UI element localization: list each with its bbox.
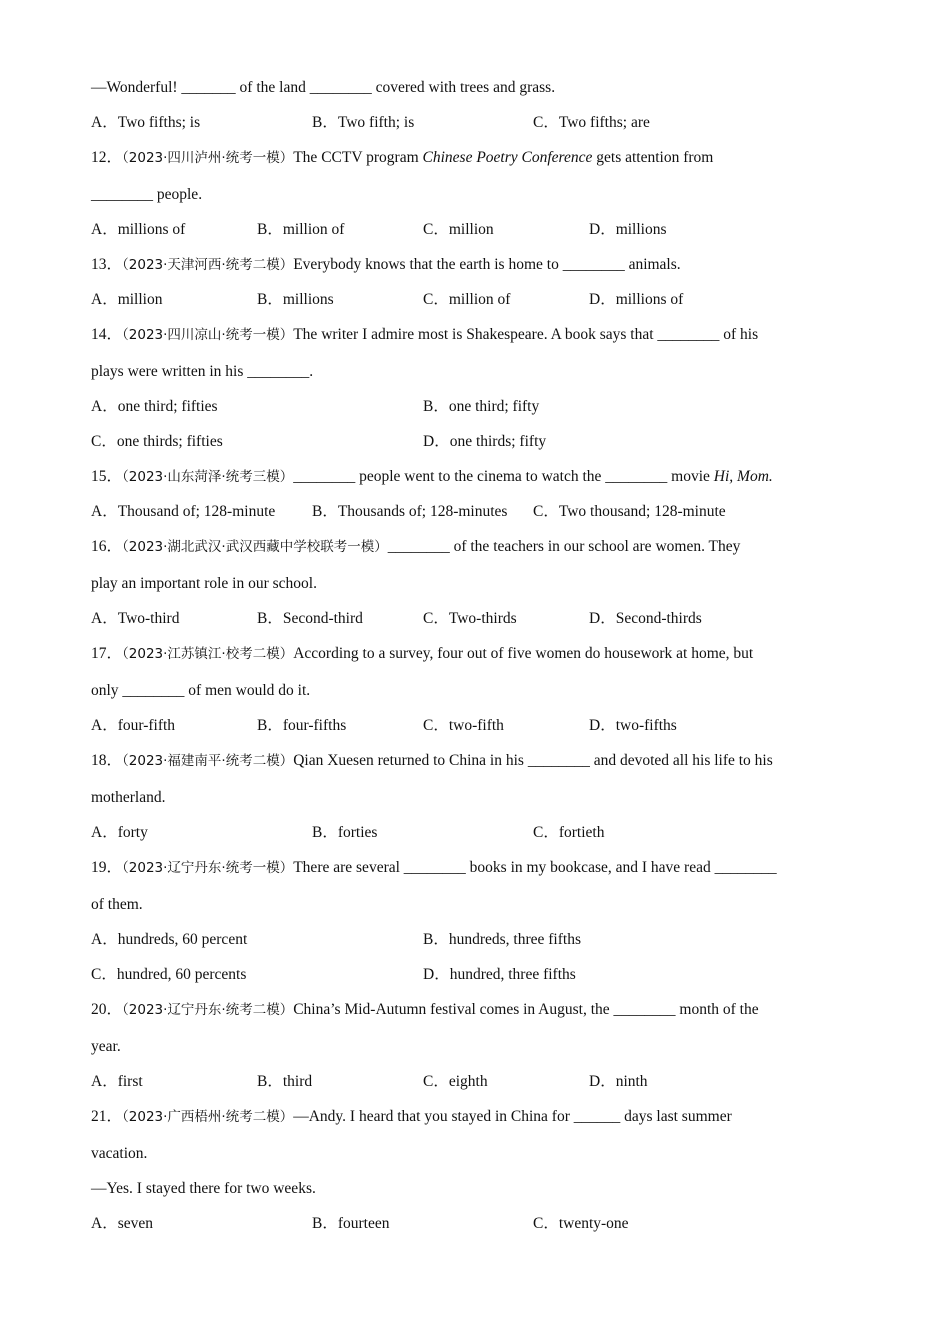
q12-option-a: A．millions of [91,221,186,238]
question-source: （2023·辽宁丹东·统考一模） [122,860,294,876]
q13-option-d: D．millions of [589,291,684,308]
q11-option-b: B．Two fifth; is [312,114,415,131]
q12-program-title: Chinese Poetry Conference [422,149,593,166]
q14-option-a: A．one third; fifties [91,398,218,415]
question-source: （2023·四川凉山·统考一模） [122,327,294,343]
question-source: （2023·天津河西·统考二模） [122,257,294,273]
question-number: 17． [91,645,123,662]
q18-stem [91,751,773,771]
q21-stem-line2: vacation. [91,1145,148,1162]
q14-option-b: B．one third; fifty [423,398,540,415]
q11-stem-line: —Wonderful! _______ of the land ________ covered with trees and grass. [91,79,556,96]
q20-option-c: C．eighth [423,1073,488,1090]
q16-option-b: B．Second-third [257,610,363,627]
q18-option-a: A．forty [91,824,148,841]
q19-option-b: B．hundreds, three fifths [423,931,581,948]
q20-option-d: D．ninth [589,1073,648,1090]
q12-option-c: C．million [423,221,494,238]
q12-option-d: D．millions [589,221,667,238]
question-number: 20． [91,1001,123,1018]
q13-option-a: A．million [91,291,163,308]
q19-option-d: D．hundred, three fifths [423,966,576,983]
q19-text: There are several ________ books in my bookcase, and I have read ________ [293,859,777,876]
q17-stem-line2: only ________ of men would do it. [91,682,311,699]
q15-option-c: C．Two thousand; 128-minute [533,503,726,520]
question-source: （2023·广西梧州·统考二模） [122,1109,294,1125]
q11-option-a: A．Two fifths; is [91,114,201,131]
q14-text: The writer I admire most is Shakespeare. A book says that ________ of his [293,326,759,343]
question-number: 18． [91,752,123,769]
q13-text: Everybody knows that the earth is home to ________ animals. [293,256,681,273]
question-number: 15． [91,468,123,485]
q15-stem [91,467,773,487]
q17-option-b: B．four-fifths [257,717,347,734]
q21-option-a: A．seven [91,1215,153,1232]
q20-text: China’s Mid-Autumn festival comes in August, the ________ month of the [293,1001,759,1018]
q17-stem [91,644,753,664]
q17-option-c: C．two-fifth [423,717,504,734]
q16-text: ________ of the teachers in our school are women. They [387,538,741,555]
q13-option-c: C．million of [423,291,511,308]
q12-stem [91,148,713,168]
q14-option-d: D．one thirds; fifty [423,433,547,450]
question-number: 16． [91,538,123,555]
q21-stem-line3: —Yes. I stayed there for two weeks. [91,1180,316,1197]
question-source: （2023·山东菏泽·统考三模） [122,469,294,485]
q17-option-a: A．four-fifth [91,717,176,734]
q15-movie-title: Hi, Mom. [713,468,773,485]
q16-option-c: C．Two-thirds [423,610,517,627]
q20-stem [91,1000,759,1020]
q18-stem-line2: motherland. [91,789,166,806]
question-number: 21． [91,1108,123,1125]
q19-option-a: A．hundreds, 60 percent [91,931,248,948]
q21-option-b: B．fourteen [312,1215,390,1232]
q16-stem-line2: play an important role in our school. [91,575,317,592]
q19-stem-line2: of them. [91,896,143,913]
q12-stem-line2: ________ people. [91,186,203,203]
q11-option-c: C．Two fifths; are [533,114,650,131]
q15-text: ________ people went to the cinema to watch the ________ movie [293,468,714,485]
question-source: （2023·辽宁丹东·统考二模） [122,1002,294,1018]
q13-stem [91,255,681,275]
q18-option-b: B．forties [312,824,378,841]
question-number: 14． [91,326,123,343]
question-source: （2023·湖北武汉·武汉西藏中学校联考一模） [122,539,388,555]
question-source: （2023·福建南平·统考二模） [122,753,294,769]
q16-option-d: D．Second-thirds [589,610,702,627]
q14-option-c: C．one thirds; fifties [91,433,223,450]
question-source: （2023·江苏镇江·校考二模） [122,646,294,662]
q19-stem [91,858,777,878]
q15-option-b: B．Thousands of; 128-minutes [312,503,508,520]
q14-stem [91,325,758,345]
q13-option-b: B．millions [257,291,334,308]
q12-text-b: gets attention from [592,149,714,166]
q17-text: According to a survey, four out of five women do housework at home, but [293,645,754,662]
q17-option-d: D．two-fifths [589,717,677,734]
question-number: 19． [91,859,123,876]
q21-option-c: C．twenty-one [533,1215,629,1232]
q16-option-a: A．Two-third [91,610,180,627]
q20-stem-line2: year. [91,1038,121,1055]
q21-text: —Andy. I heard that you stayed in China for ______ days last summer [293,1108,732,1125]
question-number: 12． [91,149,123,166]
q16-stem [91,537,740,557]
q19-option-c: C．hundred, 60 percents [91,966,247,983]
q12-option-b: B．million of [257,221,345,238]
q15-option-a: A．Thousand of; 128-minute [91,503,276,520]
q20-option-b: B．third [257,1073,313,1090]
q14-stem-line2: plays were written in his ________. [91,363,314,380]
q12-text-a: The CCTV program [293,149,423,166]
question-source: （2023·四川泸州·统考一模） [122,150,294,166]
q21-stem [91,1107,732,1127]
q20-option-a: A．first [91,1073,143,1090]
q18-text: Qian Xuesen returned to China in his ________ and devoted all his life to his [293,752,773,769]
q18-option-c: C．fortieth [533,824,605,841]
question-number: 13． [91,256,123,273]
